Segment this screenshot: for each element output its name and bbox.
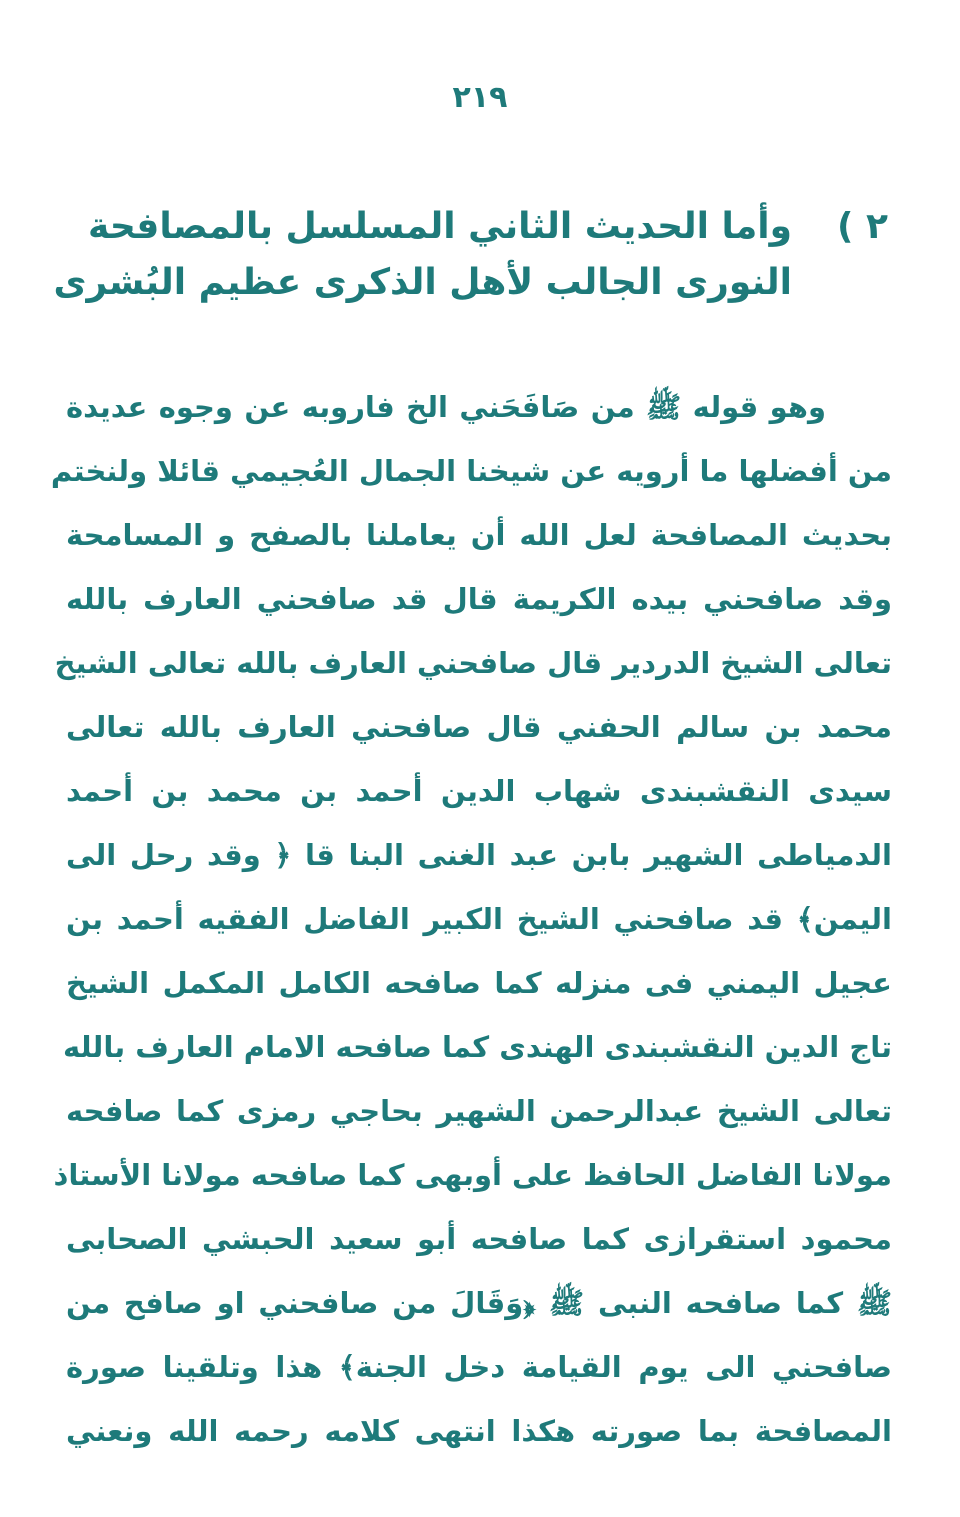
heading-line-2: النورى الجالب لأهل الذكرى عظيم البُشرى: [53, 262, 792, 303]
heading-number: ٢ ): [837, 206, 888, 247]
heading-line-1: وأما الحديث الثاني المسلسل بالمصافحة: [87, 206, 792, 247]
body-line: عجيل اليمني فى منزله كما صافحه الكامل المكمل الشيخ: [66, 966, 892, 1000]
page-number: ٢١٩: [452, 80, 508, 115]
body-line: تعالى الشيخ الدردير قال صافحني العارف بالله تعالى الشيخ: [54, 646, 892, 680]
body-line: صافحني الى يوم القيامة دخل الجنة﴾ هذا وتلقينا صورة: [66, 1350, 892, 1384]
body-line: ﷺ كما صافحه النبى ﷺ ﴿وَقَالَ من صافحني او صافح من: [66, 1286, 892, 1320]
body-line: محمد بن سالم الحفني قال صافحني العارف بالله تعالى: [66, 710, 892, 744]
body-line: محمود استقرازى كما صافحه أبو سعيد الحبشي الصحابى: [66, 1222, 892, 1256]
body-line: بحديث المصافحة لعل الله أن يعاملنا بالصفح و المسامحة: [66, 518, 892, 552]
body-line: اليمن﴾ قد صافحني الشيخ الكبير الفاضل الفقيه أحمد بن: [66, 902, 892, 936]
body-line: تاج الدين النقشبندى الهندى كما صافحه الامام العارف بالله: [63, 1030, 892, 1064]
body-line: وقد صافحني بيده الكريمة قال قد صافحني العارف بالله: [66, 582, 892, 616]
body-line: تعالى الشيخ عبدالرحمن الشهير بحاجي رمزى كما صافحه: [66, 1094, 892, 1128]
body-line: وهو قوله ﷺ من صَافَحَني الخ فاروبه عن وجوه عديدة: [66, 390, 826, 424]
body-line: من أفضلها ما أرويه عن شيخنا الجمال العُجيمي قائلا ولنختم: [50, 454, 892, 488]
body-line: سيدى النقشبندى شهاب الدين أحمد بن محمد بن أحمد: [66, 774, 892, 808]
body-line: مولانا الفاضل الحافظ على أوبهى كما صافحه مولانا الأستاذ: [53, 1158, 892, 1192]
body-line: المصافحة بما صورته هكذا انتهى كلامه رحمه الله ونعني: [66, 1414, 892, 1448]
body-line: الدمياطى الشهير بابن عبد الغنى البنا قا ﴿ وقد رحل الى: [66, 838, 892, 872]
